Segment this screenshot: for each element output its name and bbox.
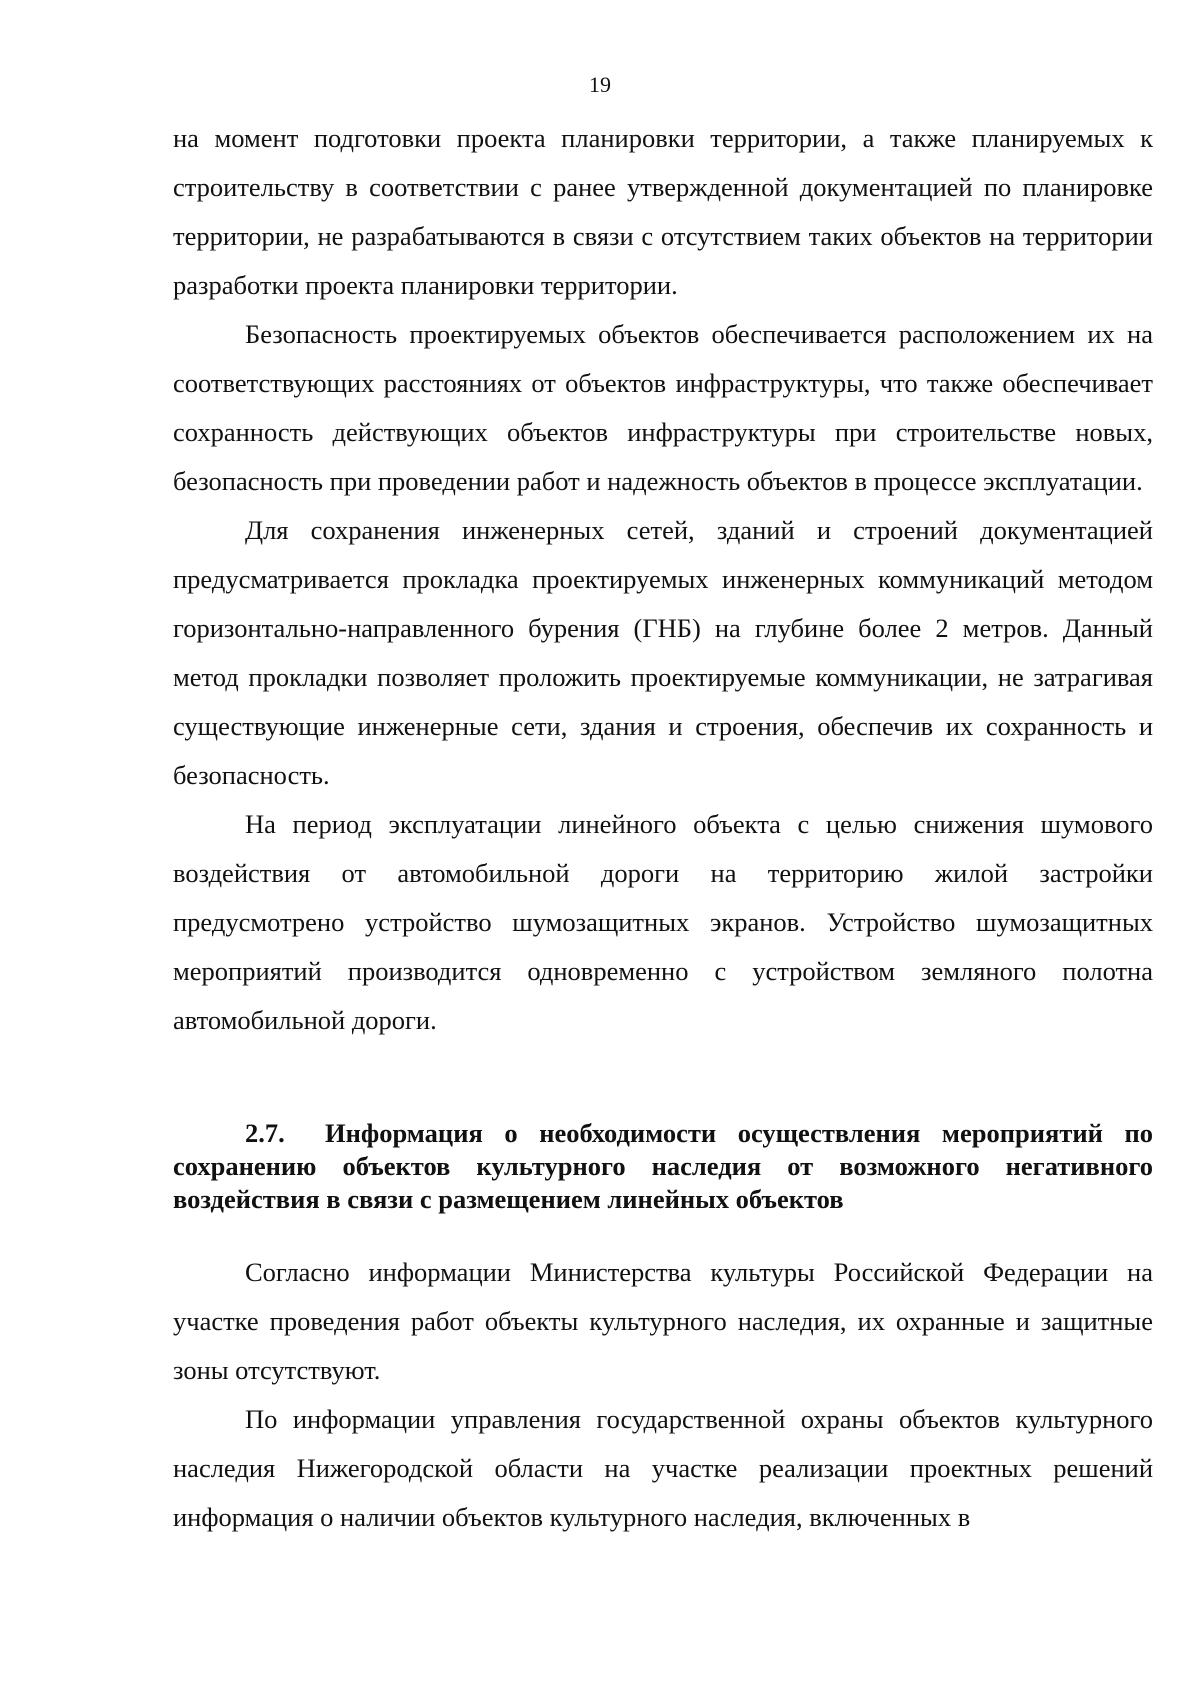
document-body <box>173 114 1153 1542</box>
paragraph-ministry-info: Согласно информации Министерства культуры Российской Федерации на участке проведения работ объекты культурного наследия, их охранные и защитные зоны отсутствуют. <box>173 1257 1153 1385</box>
paragraph-engineering-networks: Для сохранения инженерных сетей, зданий и строений документацией предусматривается прокладка проектируемых инженерных коммуникаций методом горизонтально-направленного бурения (ГНБ) на глубине более 2 метров. Данный метод прокладки позволяет проложить проектируемые коммуникации, не затрагивая существующие инженерные сети, здания и строения, обеспечив их сохранность и безопасность. <box>173 515 1153 790</box>
paragraph-noise-protection: На период эксплуатации линейного объекта с целью снижения шумового воздействия от автомобильной дороги на территорию жилой застройки предусмотрено устройство шумозащитных экранов. Устройство шумозащитных мероприятий производится одновременно с устройством земляного полотна автомобильной дороги. <box>173 809 1153 1035</box>
paragraph-safety: Безопасность проектируемых объектов обеспечивается расположением их на соответствующих расстояниях от объектов инфраструктуры, что также обеспечивает сохранность действующих объектов инфраструктуры при строительстве новых, безопасность при проведении работ и надежность объектов в процессе эксплуатации. <box>173 319 1153 496</box>
paragraph-regional-info: По информации управления государственной охраны объектов культурного наследия Нижегородской области на участке реализации проектных решений информация о наличии объектов культурного наследия, включенных в <box>173 1404 1153 1532</box>
paragraph-continuation: на момент подготовки проекта планировки территории, а также планируемых к строительству в соответствии с ранее утвержденной документацией по планировке территории, не разрабатываются в связи с отсутствием таких объектов на территории разработки проекта планировки территории. <box>173 123 1153 300</box>
section-heading <box>173 1117 1153 1216</box>
page-number: 19 <box>589 72 611 97</box>
section-title: Информация о необходимости осуществления мероприятий по сохранению объектов культурного наследия от возможного негативного воздействия в связи с размещением линейных объектов <box>173 1118 1153 1214</box>
section-number: 2.7. <box>245 1118 285 1148</box>
